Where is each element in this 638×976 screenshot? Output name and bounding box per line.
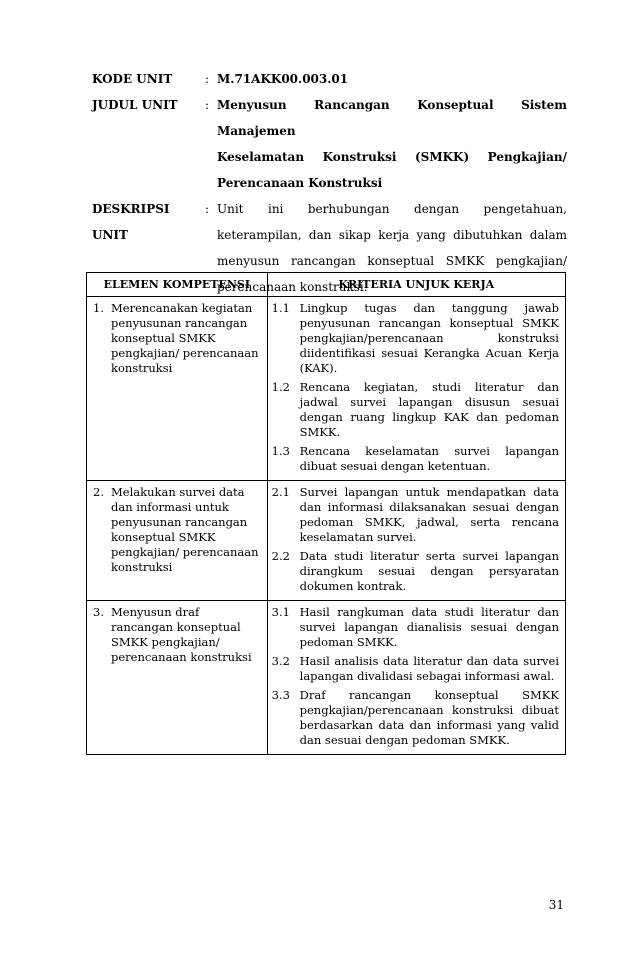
kriteria-item <box>272 444 559 474</box>
kriteria-number: 1.3 <box>271 444 290 458</box>
deskripsi-unit-label: DESKRIPSI UNIT <box>92 202 170 242</box>
header-kriteria-unjuk-kerja: KRITERIA UNJUK KERJA <box>267 273 565 297</box>
elemen-number: 2. <box>93 485 104 499</box>
kode-unit-value: M.71AKK00.003.01 <box>217 72 349 86</box>
deskripsi-line: perencanaan konstruksi. <box>217 280 368 294</box>
elemen-cell <box>87 481 268 601</box>
header-elemen-kompetensi: ELEMEN KOMPETENSI <box>87 273 268 297</box>
elemen-number: 3. <box>93 605 104 619</box>
elemen-cell <box>87 297 268 481</box>
judul-line: Menyusun Rancangan Konseptual Sistem Manajemen <box>217 98 567 138</box>
table-row <box>87 481 566 601</box>
kriteria-text: Lingkup tugas dan tanggung jawab penyusunan rancangan konseptual SMKK pengkajian/perencanaan konstruksi diidentifikasi sesuai Kerangka Acuan Kerja (KAK). <box>299 301 559 375</box>
judul-line: Keselamatan Konstruksi (SMKK) Pengkajian/ <box>217 150 567 164</box>
kriteria-text: Rencana kegiatan, studi literatur dan jadwal survei lapangan disusun sesuai dengan ruang lingkup KAK dan pedoman SMKK. <box>299 380 559 439</box>
kriteria-number: 1.1 <box>271 301 290 315</box>
kriteria-item <box>272 654 559 684</box>
kriteria-item <box>272 688 559 748</box>
colon: : <box>205 72 210 86</box>
kriteria-item <box>272 549 559 594</box>
colon: : <box>205 98 210 112</box>
kriteria-text: Draf rancangan konseptual SMKK pengkajian/perencanaan konstruksi dibuat berdasarkan data dan informasi yang valid dan sesuai dengan pedoman SMKK. <box>299 688 559 747</box>
kriteria-number: 2.1 <box>271 485 290 499</box>
kriteria-cell <box>267 481 565 601</box>
page-number: 31 <box>548 898 564 912</box>
kriteria-number: 3.2 <box>271 654 290 668</box>
kriteria-item <box>272 485 559 545</box>
elemen-number: 1. <box>93 301 104 315</box>
table-row <box>87 601 566 755</box>
kriteria-cell <box>267 297 565 481</box>
table-header-row <box>87 273 566 297</box>
elemen-cell <box>87 601 268 755</box>
kode-unit-label: KODE UNIT <box>92 72 173 86</box>
deskripsi-line: keterampilan, dan sikap kerja yang dibutuhkan dalam <box>217 228 567 242</box>
kriteria-text: Survei lapangan untuk mendapatkan data dan informasi dilaksanakan sesuai dengan pedoman SMKK, jadwal, serta rencana keselamatan survei. <box>299 485 559 544</box>
judul-unit-row <box>92 92 567 196</box>
kriteria-text: Rencana keselamatan survei lapangan dibuat sesuai dengan ketentuan. <box>299 444 559 473</box>
kriteria-cell <box>267 601 565 755</box>
kriteria-item <box>272 605 559 650</box>
kriteria-number: 3.3 <box>271 688 290 702</box>
judul-unit-value <box>217 92 567 196</box>
elemen-text: Melakukan survei data dan informasi untuk penyusunan rancangan konseptual SMKK pengkajian/ perencanaan konstruksi <box>111 485 259 574</box>
kriteria-number: 1.2 <box>271 380 290 394</box>
kriteria-text: Hasil rangkuman data studi literatur dan survei lapangan dianalisis sesuai dengan pedoman SMKK. <box>299 605 559 649</box>
elemen-text: Menyusun draf rancangan konseptual SMKK pengkajian/ perencanaan konstruksi <box>111 605 252 664</box>
deskripsi-line: Unit ini berhubungan dengan pengetahuan, <box>217 202 567 216</box>
colon: : <box>205 202 210 216</box>
unit-metadata <box>92 66 567 300</box>
kode-unit-row <box>92 66 567 92</box>
judul-line: Perencanaan Konstruksi <box>217 176 383 190</box>
elemen-text: Merencanakan kegiatan penyusunan rancangan konseptual SMKK pengkajian/ perencanaan konstruksi <box>111 301 259 375</box>
kriteria-item <box>272 380 559 440</box>
competency-table <box>86 272 566 755</box>
kriteria-number: 3.1 <box>271 605 290 619</box>
deskripsi-line: menyusun rancangan konseptual SMKK pengkajian/ <box>217 254 567 268</box>
kriteria-text: Hasil analisis data literatur dan data survei lapangan divalidasi sebagai informasi awal. <box>299 654 559 683</box>
table-row <box>87 297 566 481</box>
judul-unit-label: JUDUL UNIT <box>92 98 178 112</box>
kriteria-number: 2.2 <box>271 549 290 563</box>
kriteria-item <box>272 301 559 376</box>
kriteria-text: Data studi literatur serta survei lapangan dirangkum sesuai dengan persyaratan dokumen kontrak. <box>299 549 559 593</box>
